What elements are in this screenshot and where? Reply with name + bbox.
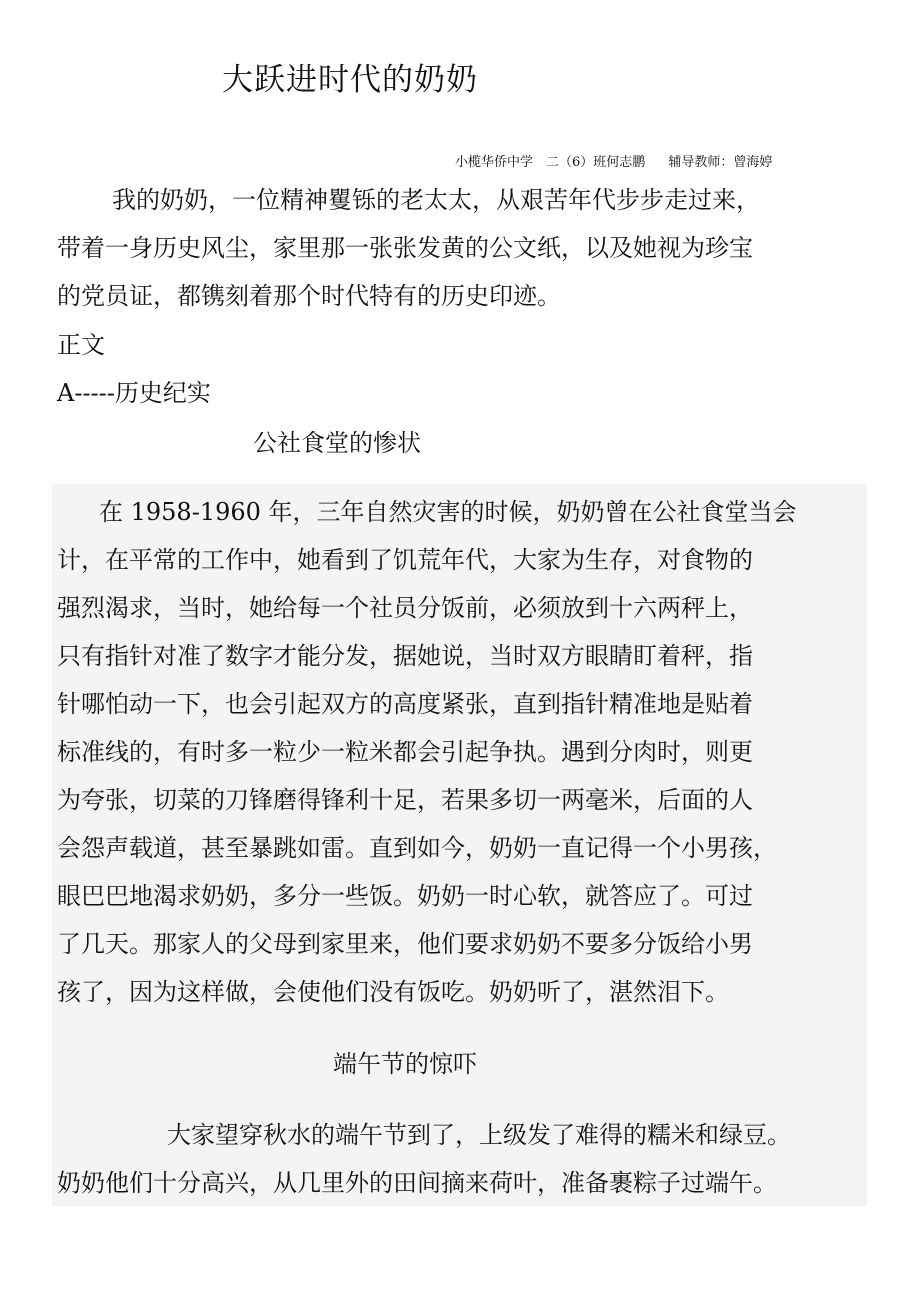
paragraph-line: 大家望穿秋水的端午节到了，上级发了难得的糯米和绿豆。 xyxy=(167,1121,791,1149)
dragon-boat-paragraph xyxy=(57,1111,887,1207)
paragraph-line: 了几天。那家人的父母到家里来，他们要求奶奶不要多分饭给小男 xyxy=(57,930,753,958)
section-label: A-----历史纪实 xyxy=(57,379,211,407)
subheading-dragon-boat: 端午节的惊吓 xyxy=(333,1050,477,1078)
paragraph-line: 会怨声载道，甚至暴跳如雷。直到如今，奶奶一直记得一个小男孩， xyxy=(57,834,777,862)
paragraph-line: 计，在平常的工作中，她看到了饥荒年代，大家为生存，对食物的 xyxy=(57,546,753,574)
paragraph-line: 标准线的，有时多一粒少一粒米都会引起争执。遇到分肉时，则更 xyxy=(57,738,753,766)
intro-paragraph xyxy=(57,176,872,320)
intro-line: 的党员证，都镌刻着那个时代特有的历史印迹。 xyxy=(57,282,561,310)
paragraph-line: 为夸张，切菜的刀锋磨得锋利十足，若果多切一两毫米，后面的人 xyxy=(57,786,753,814)
document-title: 大跃进时代的奶奶 xyxy=(222,62,478,98)
paragraph-line: 奶奶他们十分高兴，从几里外的田间摘来荷叶，准备裹粽子过端午。 xyxy=(57,1169,777,1197)
body-label: 正文 xyxy=(57,331,105,359)
intro-line: 我的奶奶，一位精神矍铄的老太太，从艰苦年代步步走过来， xyxy=(112,186,760,214)
canteen-paragraph xyxy=(57,488,877,1016)
paragraph-line: 眼巴巴地渴求奶奶，多分一些饭。奶奶一时心软，就答应了。可过 xyxy=(57,882,753,910)
paragraph-line: 在 1958-1960 年，三年自然灾害的时候，奶奶曾在公社食堂当会 xyxy=(99,498,797,526)
intro-line: 带着一身历史风尘，家里那一张张发黄的公文纸，以及她视为珍宝 xyxy=(57,234,753,262)
paragraph-line: 强烈渴求，当时，她给每一个社员分饭前，必须放到十六两秤上， xyxy=(57,594,753,622)
author-byline: 小榄华侨中学 二（6）班何志鹏 辅导教师：曾海婷 xyxy=(455,155,773,170)
paragraph-line: 孩了，因为这样做，会使他们没有饭吃。奶奶听了，湛然泪下。 xyxy=(57,978,729,1006)
subheading-canteen: 公社食堂的惨状 xyxy=(253,429,421,457)
paragraph-line: 针哪怕动一下，也会引起双方的高度紧张，直到指针精准地是贴着 xyxy=(57,690,753,718)
paragraph-line: 只有指针对准了数字才能分发，据她说，当时双方眼睛盯着秤，指 xyxy=(57,642,753,670)
